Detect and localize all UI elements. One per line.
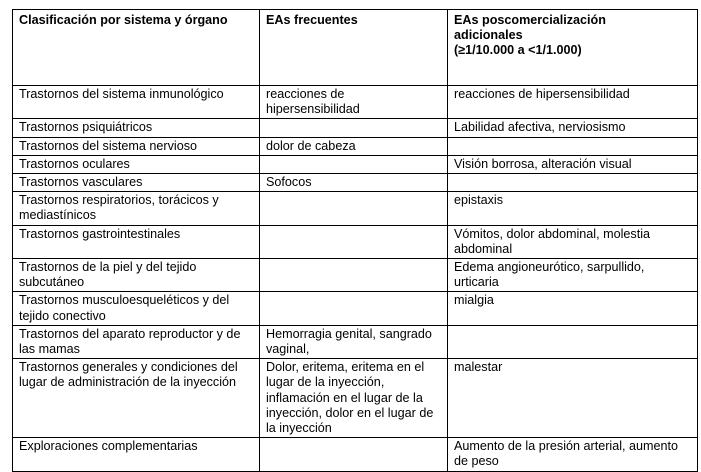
organ-cell: Trastornos de la piel y del tejido subcutáneo [13, 259, 260, 292]
header-frequent-aes [260, 10, 448, 86]
table-row [13, 86, 698, 119]
table-row [13, 292, 698, 325]
table-header-row [13, 10, 698, 86]
table-row [13, 119, 698, 137]
frequent-cell [260, 292, 448, 325]
organ-cell: Trastornos del aparato reproductor y de las mamas [13, 325, 260, 358]
table-row [13, 259, 698, 292]
organ-cell: Trastornos musculoesqueléticos y del tejido conectivo [13, 292, 260, 325]
postmarketing-cell [448, 137, 698, 155]
postmarketing-cell: mialgia [448, 292, 698, 325]
organ-cell: Exploraciones complementarias [13, 438, 260, 471]
organ-cell: Trastornos vasculares [13, 174, 260, 192]
frequent-cell [260, 155, 448, 173]
header-organ-class [13, 10, 260, 86]
frequent-cell [260, 119, 448, 137]
organ-cell: Trastornos generales y condiciones del lugar de administración de la inyección [13, 359, 260, 438]
table-row [13, 155, 698, 173]
postmarketing-cell [448, 174, 698, 192]
table-row [13, 438, 698, 471]
table-row [13, 174, 698, 192]
header-postmarketing-line2: adicionales [454, 28, 523, 43]
organ-cell: Trastornos del sistema inmunológico [13, 86, 260, 119]
postmarketing-cell: malestar [448, 359, 698, 438]
frequent-cell [260, 259, 448, 292]
frequent-cell: reacciones de hipersensibilidad [260, 86, 448, 119]
postmarketing-cell: epistaxis [448, 192, 698, 225]
table-row [13, 137, 698, 155]
postmarketing-cell: Edema angioneurótico, sarpullido, urticaria [448, 259, 698, 292]
postmarketing-cell: Vómitos, dolor abdominal, molestia abdominal [448, 225, 698, 258]
header-frequent-aes-label: EAs frecuentes [266, 13, 358, 27]
header-postmarketing-frequency: (≥1/10.000 a <1/1.000) [454, 43, 582, 58]
organ-cell: Trastornos gastrointestinales [13, 225, 260, 258]
frequent-cell [260, 438, 448, 471]
table-row [13, 225, 698, 258]
frequent-cell: Sofocos [260, 174, 448, 192]
organ-cell: Trastornos oculares [13, 155, 260, 173]
frequent-cell: dolor de cabeza [260, 137, 448, 155]
organ-cell: Trastornos psiquiátricos [13, 119, 260, 137]
table-row [13, 192, 698, 225]
frequent-cell: Dolor, eritema, eritema en el lugar de la inyección, inflamación en el lugar de la inyección, dolor en el lugar de la inyección [260, 359, 448, 438]
frequent-cell [260, 192, 448, 225]
postmarketing-cell: Labilidad afectiva, nerviosismo [448, 119, 698, 137]
postmarketing-cell: Aumento de la presión arterial, aumento de peso [448, 438, 698, 471]
organ-cell: Trastornos respiratorios, torácicos y mediastínicos [13, 192, 260, 225]
postmarketing-cell [448, 325, 698, 358]
frequent-cell: Hemorragia genital, sangrado vaginal, [260, 325, 448, 358]
header-postmarketing-aes [448, 10, 698, 86]
header-postmarketing-line1: EAs poscomercialización [454, 13, 606, 27]
postmarketing-cell: reacciones de hipersensibilidad [448, 86, 698, 119]
header-organ-class-label: Clasificación por sistema y órgano [19, 13, 228, 27]
adverse-events-table [12, 9, 698, 472]
frequent-cell [260, 225, 448, 258]
organ-cell: Trastornos del sistema nervioso [13, 137, 260, 155]
table-row [13, 325, 698, 358]
postmarketing-cell: Visión borrosa, alteración visual [448, 155, 698, 173]
table-row [13, 359, 698, 438]
